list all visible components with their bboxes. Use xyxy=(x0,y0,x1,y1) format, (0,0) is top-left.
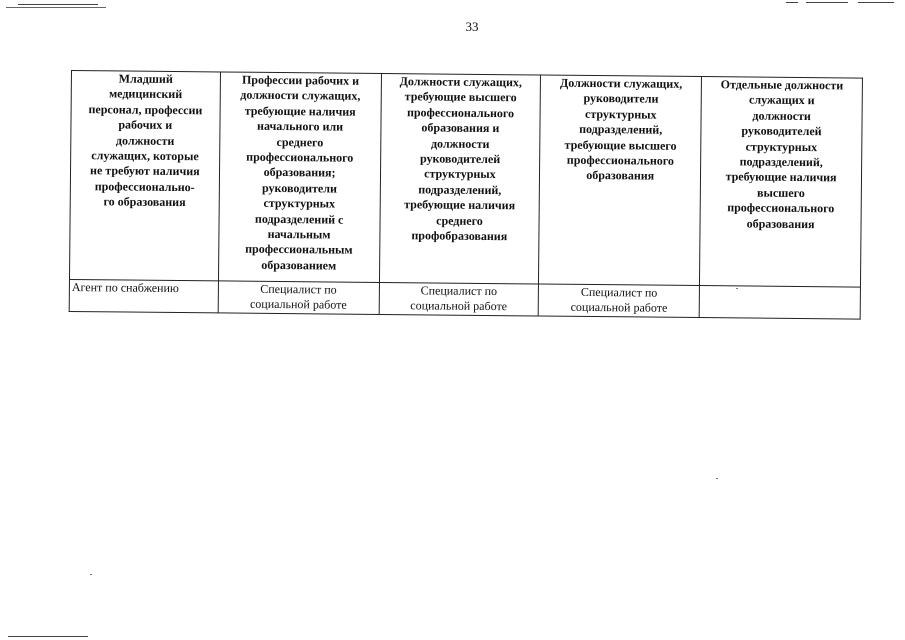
table-row xyxy=(69,279,860,318)
header-cell-selected-positions-higher-education xyxy=(700,77,863,288)
table-cell xyxy=(69,279,218,312)
header-text: Младший медицинский персонал, профессии рабочих и должности служащих, которые не требуют наличия профессионально- го образования xyxy=(88,71,203,210)
scan-edge-mark xyxy=(858,2,894,3)
page-number: 33 xyxy=(465,19,479,34)
header-cell-initial-or-secondary-education xyxy=(218,72,381,283)
cell-text: Специалист по социальной работе xyxy=(570,284,668,316)
scan-speck xyxy=(716,478,718,479)
header-cell-higher-education-positions xyxy=(379,73,541,284)
staff-categories-table xyxy=(69,70,863,319)
table-cell xyxy=(218,281,379,314)
table-cell xyxy=(538,284,699,317)
table-cell xyxy=(379,282,539,315)
scan-edge-mark xyxy=(806,2,848,3)
cell-text: Специалист по социальной работе xyxy=(410,283,508,314)
cell-text xyxy=(702,286,858,287)
header-text: Должности служащих, требующие высшего профессионального образования и должности руководителей структурных подразделений, требующие наличия среднего профобразования xyxy=(399,74,523,244)
cell-text: Агент по снабжению xyxy=(71,280,179,296)
scan-edge-mark xyxy=(8,636,88,637)
scan-edge-mark xyxy=(18,4,98,5)
table-body xyxy=(69,279,860,318)
scan-speck xyxy=(90,574,92,575)
scan-edge-mark xyxy=(6,7,106,8)
header-text: Должности служащих, руководители структурных подразделений, требующие высшего профессионального образования xyxy=(559,75,683,184)
header-text: Отдельные должности служащих и должности руководителей структурных подразделений, требующие наличия высшего профессионального образования xyxy=(720,77,844,231)
table-cell-empty xyxy=(699,286,860,319)
cell-text: Специалист по социальной работе xyxy=(249,281,347,313)
header-text: Профессии рабочих и должности служащих, требующие наличия начального или среднего профессионального образования; руководители структурных подразделений с начальным профессиональным образованием xyxy=(240,72,361,273)
header-row xyxy=(69,71,862,288)
header-cell-junior-medical-staff xyxy=(69,71,220,281)
scan-edge-mark xyxy=(786,2,798,3)
header-cell-department-heads-higher-education xyxy=(539,75,702,286)
table-header xyxy=(69,71,862,288)
